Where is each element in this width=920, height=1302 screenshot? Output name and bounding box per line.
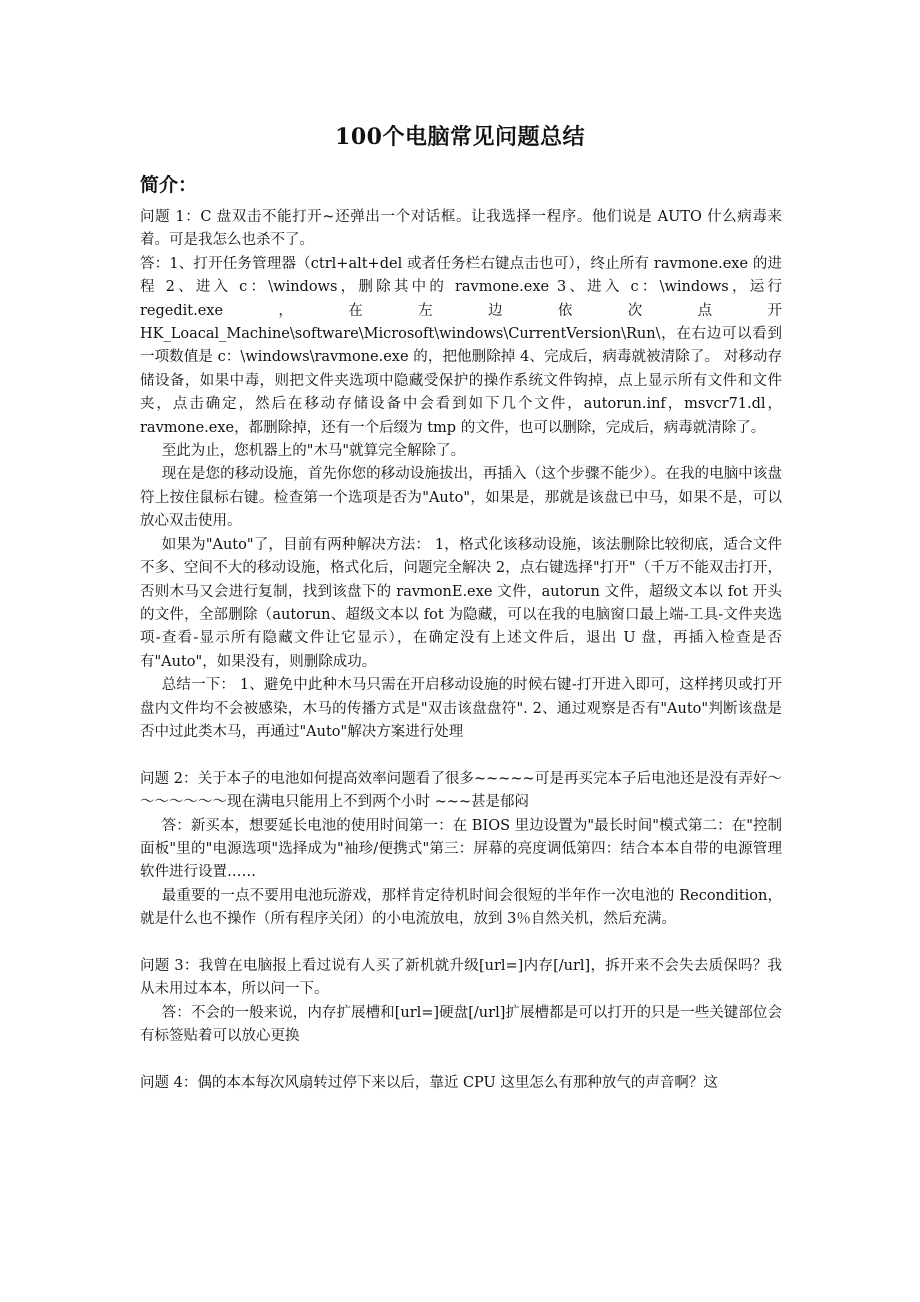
q2-question: 问题 2：关于本子的电池如何提高效率问题看了很多~~~~~可是再买完本子后电池还是没有弄好～～～～～～～现在满电只能用上不到两个小时 ~~~甚是郁闷 [140, 770, 782, 811]
q2-paragraph-recondition: 最重要的一点不要用电池玩游戏，那样肯定待机时间会很短的半年作一次电池的 Recondition，就是什么也不操作（所有程序关闭）的小电流放电，放到 3％自然关机，然后充满。 [140, 887, 782, 928]
q1-answer: 答：1、打开任务管理器（ctrl+alt+del 或者任务栏右键点击也可），终止所有 ravmone.exe 的进程 2、进入 c：\windows，删除其中的 ravmone.exe 3、进入 c：\windows，运行 regedit.exe，在左边依次点开 HK_Loacal_Machine\software\Microsoft\windows\CurrentVersion\Run\，在右边可以看到一项数值是 c：\windows\ravmone.exe 的，把他删除掉 4、完成后，病毒就被清除了。 对移动存储设备，如果中毒，则把文件夹选项中隐藏受保护的操作系统文件钩掉，点上显示所有文件和文件夹，点击确定，然后在移动存储设备中会看到如下几个文件，autorun.inf，msvcr71.dl，ravmone.exe，都删除掉，还有一个后缀为 tmp 的文件，也可以删除，完成后，病毒就清除了。 [140, 255, 782, 436]
document-title: 100个电脑常见问题总结 [335, 124, 585, 150]
q4-question: 问题 4：偶的本本每次风扇转过停下来以后，靠近 CPU 这里怎么有那种放气的声音啊？这 [140, 1074, 718, 1091]
q1-paragraph-summary: 总结一下： 1、避免中此种木马只需在开启移动设施的时候右键-打开进入即可，这样拷贝或打开盘内文件均不会被感染，木马的传播方式是"双击该盘盘符". 2、通过观察是否有"Auto"判断该盘是否中过此类木马，再通过"Auto"解决方案进行处理 [140, 677, 782, 740]
q1-paragraph-solutions: 如果为"Auto"了，目前有两种解决方法： 1，格式化该移动设施，该法删除比较彻底，适合文件不多、空间不大的移动设施，格式化后，问题完全解决 2，点右键选择"打开"（千万不能双击打开，否则木马又会进行复制，找到该盘下的 ravmonE.exe 文件，autorun 文件，超级文本以 fot 开头的文件，全部删除（autorun、超级文本以 fot 为隐藏，可以在我的电脑窗口最上端-工具-文件夹选项-查看-显示所有隐藏文件让它显示），在确定没有上述文件后，退出 U 盘，再插入检查是否有"Auto"，如果没有，则删除成功。 [140, 536, 782, 670]
section-heading-intro: 简介： [140, 174, 198, 196]
q3-answer: 答：不会的一般来说，内存扩展槽和[url=]硬盘[/url]扩展槽都是可以打开的只是一些关键部位会有标签贴着可以放心更换 [140, 1004, 782, 1045]
q1-question: 问题 1：C 盘双击不能打开~还弹出一个对话框。让我选择一程序。他们说是 AUTO 什么病毒来着。可是我怎么也杀不了。 [140, 209, 782, 249]
q1-paragraph-conclusion: 至此为止，您机器上的"木马"就算完全解除了。 [161, 443, 466, 460]
q2-answer: 答：新买本，想要延长电池的使用时间第一：在 BIOS 里边设置为"最长时间"模式第二：在"控制面板"里的"电源选项"选择成为"袖珍/便携式"第三：屏幕的亮度调低第四：结合本本自带的电源管理软件进行设置…… [140, 817, 782, 881]
document-body [140, 206, 782, 1095]
q1-paragraph-removable-device: 现在是您的移动设施，首先你您的移动设施拔出，再插入（这个步骤不能少）。在我的电脑中该盘符上按住鼠标右键。检查第一个选项是否为"Auto"，如果是，那就是该盘已中马，如果不是，可以放心双击使用。 [140, 466, 782, 530]
q3-question: 问题 3：我曾在电脑报上看过说有人买了新机就升级[url=]内存[/url]，拆开来不会失去质保吗？我从未用过本本，所以问一下。 [140, 957, 782, 998]
